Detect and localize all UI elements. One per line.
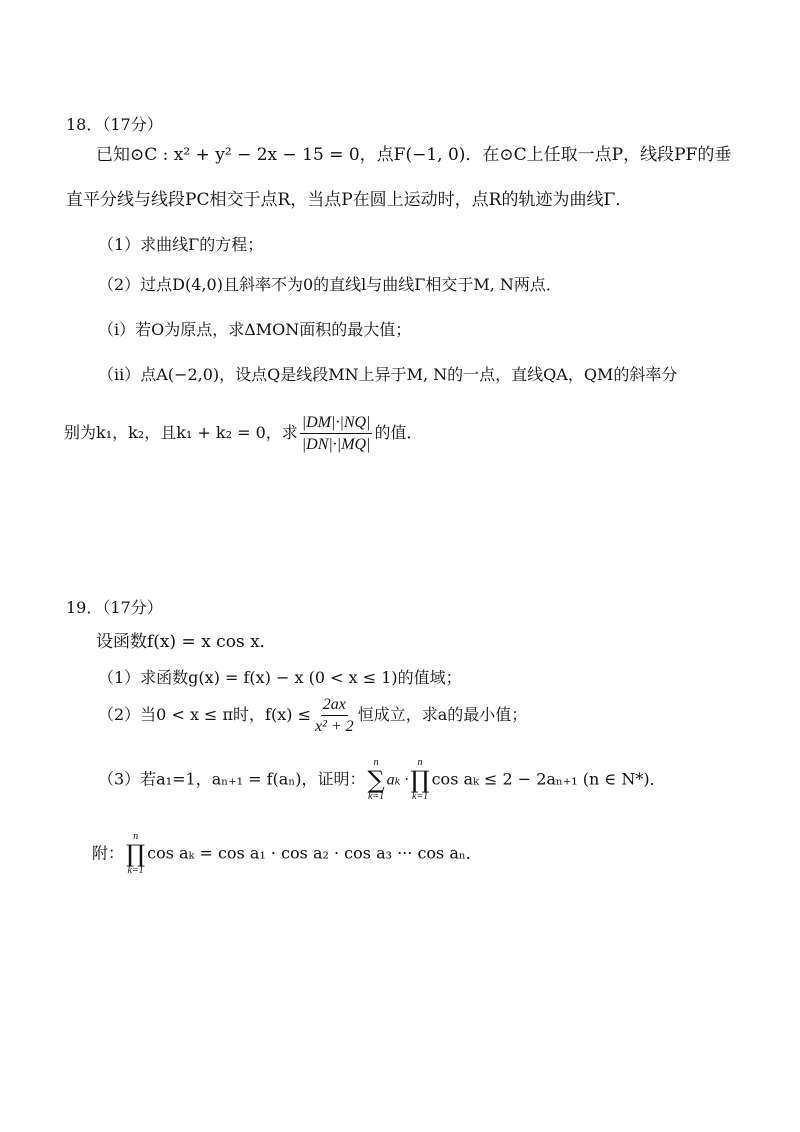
q19-part3-middle: aₖ · xyxy=(386,771,409,789)
q18-part2-ii-line1: （ii）点A(−2,0)，设点Q是线段MN上异于M, N的一点，直线QA，QM的斜率分 xyxy=(98,365,678,384)
q18-part1: （1）求曲线Γ的方程； xyxy=(98,235,264,254)
q18-ratio-denominator: |DN|·|MQ| xyxy=(301,436,371,454)
sum-lower-limit: k=1 xyxy=(367,791,385,802)
q19-part2 xyxy=(98,695,527,736)
q18-part2-i: （i）若O为原点，求ΔMON面积的最大值； xyxy=(98,320,412,339)
q19-part3-suffix: cos aₖ ≤ 2 − 2aₙ₊₁ (n ∈ N*)． xyxy=(431,769,666,789)
q19-part3 xyxy=(98,758,666,802)
q19-note-prefix: 附： xyxy=(92,843,125,863)
q18-part2: （2）过点D(4,0)且斜率不为0的直线l与曲线Γ相交于M, N两点． xyxy=(98,275,562,294)
q19-part3-prefix: （3）若a₁=1，aₙ₊₁ = f(aₙ)，证明： xyxy=(98,769,366,789)
sum-upper-limit: n xyxy=(373,757,379,768)
q19-part2-denominator: x² + 2 xyxy=(314,718,354,736)
q19-part2-numerator: 2ax xyxy=(321,695,348,716)
q18-header: 18．（17分） xyxy=(66,115,163,134)
q18-part2-ii-line2 xyxy=(64,413,423,454)
q19-part1: （1）求函数g(x) = f(x) − x (0 < x ≤ 1)的值域； xyxy=(98,668,462,687)
q19-stem: 设函数f(x) = x cos x． xyxy=(96,632,277,652)
note-product-symbol: n ∏ k=1 xyxy=(126,831,146,876)
q18-ratio-numerator: |DM|·|NQ| xyxy=(300,413,373,434)
note-prod-upper-limit: n xyxy=(133,831,139,842)
q18-part2-ii-suffix: 的值． xyxy=(374,423,423,443)
prod-lower-limit: k=1 xyxy=(411,791,429,802)
q19-part2-prefix: （2）当0 < x ≤ π时，f(x) ≤ xyxy=(98,705,311,725)
q19-note-suffix: cos aₖ = cos a₁ · cos a₂ · cos a₃ ··· cos aₙ． xyxy=(147,843,482,863)
q19-part2-suffix: 恒成立，求a的最小值； xyxy=(357,705,528,725)
q18-stem-line1: 已知⊙C : x² + y² − 2x − 15 = 0，点F(−1, 0)．在⊙C上任取一点P，线段PF的垂 xyxy=(96,145,732,165)
note-prod-lower-limit: k=1 xyxy=(127,865,144,876)
q19-part2-fraction xyxy=(313,695,356,736)
summation-symbol: n ∑ k=1 xyxy=(367,757,385,802)
q19-note xyxy=(92,832,482,876)
prod-upper-limit: n xyxy=(417,757,423,768)
q18-stem-line2: 直平分线与线段PC相交于点R，当点P在圆上运动时，点R的轨迹为曲线Γ． xyxy=(66,190,633,210)
product-symbol: n ∏ k=1 xyxy=(410,757,430,802)
q18-part2-ii-prefix: 别为k₁，k₂，且k₁ + k₂ = 0，求 xyxy=(64,423,298,443)
q18-ratio-fraction xyxy=(300,413,373,454)
q19-header: 19．（17分） xyxy=(66,598,163,617)
